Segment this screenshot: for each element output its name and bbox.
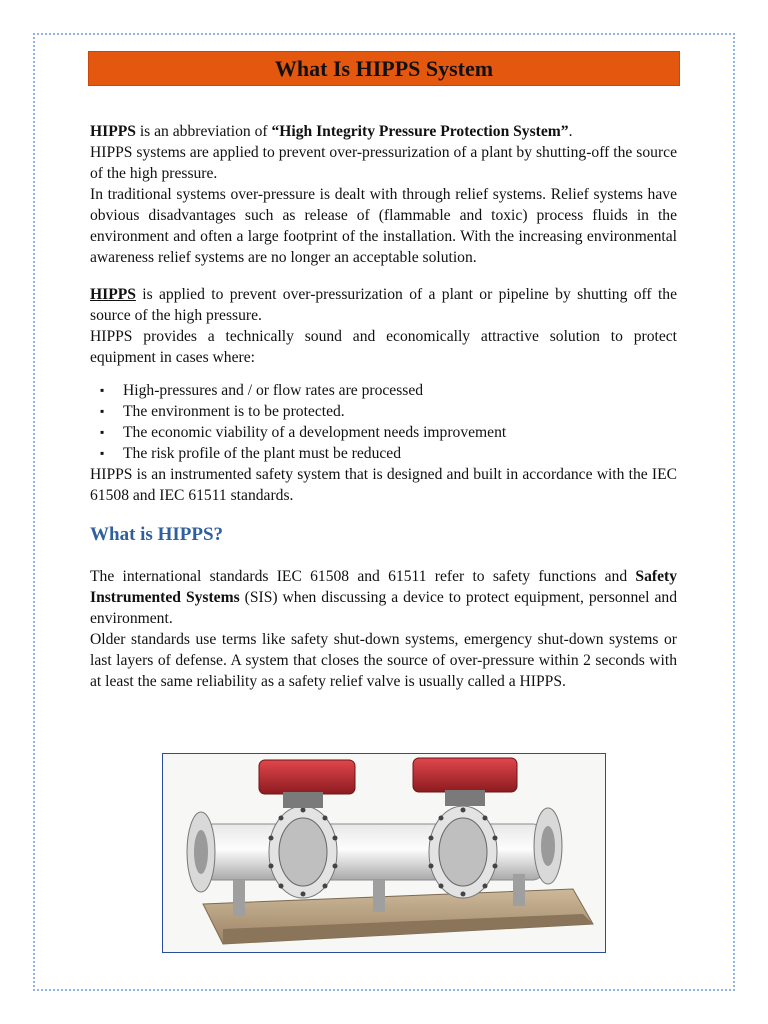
applied-term: HIPPS	[90, 286, 136, 303]
title-bar	[88, 51, 680, 86]
cases-list	[90, 380, 677, 464]
document-body	[90, 121, 677, 692]
list-item-text: The economic viability of a development needs improvement	[123, 424, 507, 441]
intro-period: .	[568, 123, 573, 140]
bullet-icon: ▪	[100, 425, 105, 439]
list-item	[90, 380, 677, 401]
intro-full-name: “High Integrity Pressure Protection System”	[271, 123, 569, 140]
section-paragraph-1	[90, 566, 677, 629]
list-item-text: The risk profile of the plant must be reduced	[123, 445, 401, 462]
section-p1-lead: The international standards IEC 61508 and 61511 refer to safety functions and	[90, 568, 636, 585]
page-title: What Is HIPPS System	[274, 55, 494, 81]
list-item	[90, 401, 677, 422]
applied-paragraph	[90, 284, 677, 326]
applied-line-2: HIPPS provides a technically sound and economically attractive solution to protect equipment in cases where:	[90, 328, 677, 366]
list-item-text: The environment is to be protected.	[123, 403, 345, 420]
bullet-icon: ▪	[100, 404, 105, 418]
list-item-text: High-pressures and / or flow rates are processed	[123, 382, 424, 399]
intro-line-3: In traditional systems over-pressure is dealt with through relief systems. Relief systems have obvious disadvantages such as release of (flammable and toxic) process fluids in the environment and often a large footprint of the installation. With the increasing environmental awareness relief systems are no longer an acceptable solution.	[90, 186, 677, 266]
hipps-equipment-image	[162, 753, 606, 953]
bullet-icon: ▪	[100, 446, 105, 460]
intro-abbrev-lead: is an abbreviation of	[135, 123, 272, 140]
applied-rest: is applied to prevent over-pressurization of a plant or pipeline by shutting off the source of the high pressure.	[90, 286, 677, 324]
intro-term: HIPPS	[90, 123, 136, 140]
list-item	[90, 422, 677, 443]
section-heading: What is HIPPS?	[90, 524, 224, 545]
intro-paragraph	[90, 121, 677, 142]
section-paragraph-2: Older standards use terms like safety shut-down systems, emergency shut-down systems or last layers of defense. A system that closes the source of over-pressure within 2 seconds with at least the same reliability as a safety relief valve is usually called a HIPPS.	[90, 631, 677, 690]
section-p1-rest: (SIS) when discussing a device to protect equipment, personnel and environment.	[90, 589, 677, 627]
standards-paragraph: HIPPS is an instrumented safety system that is designed and built in accordance with the IEC 61508 and IEC 61511 standards.	[90, 466, 677, 504]
intro-line-2: HIPPS systems are applied to prevent over-pressurization of a plant by shutting-off the source of the high pressure.	[90, 144, 677, 182]
list-item	[90, 443, 677, 464]
section-p1-bold: Safety Instrumented Systems	[90, 568, 677, 606]
bullet-icon: ▪	[100, 383, 105, 397]
